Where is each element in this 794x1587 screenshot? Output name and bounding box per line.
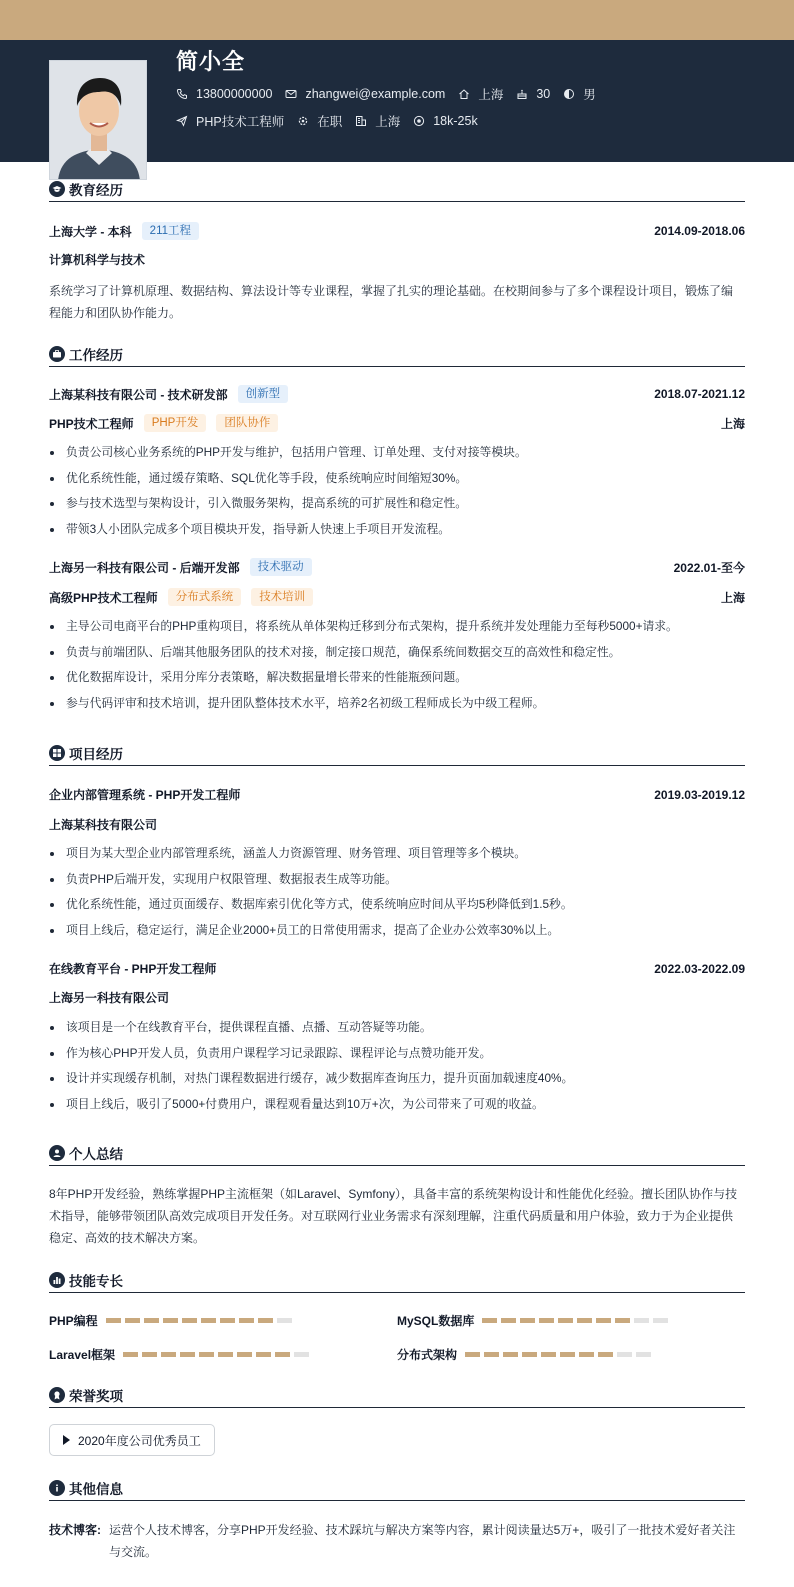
major: 计算机科学与技术 (49, 253, 146, 267)
skill-segment-filled (199, 1352, 214, 1357)
project-date: 2022.03-2022.09 (654, 961, 745, 976)
skill-segment-filled (163, 1318, 178, 1323)
skill-segment-filled (237, 1352, 252, 1357)
work-company-row (49, 385, 745, 403)
skill-segment-filled (577, 1318, 592, 1323)
skill-segment-filled (501, 1318, 516, 1323)
skill-level-bar (106, 1318, 296, 1323)
list-item: 带领3人小团队完成多个项目模块开发，指导新人快速上手项目开发流程。 (49, 517, 739, 543)
skill-segment-filled (482, 1318, 497, 1323)
skill-segment-empty (617, 1352, 632, 1357)
phone-icon (176, 88, 188, 100)
work-bullets (49, 614, 739, 716)
list-item: 项目上线后，吸引了5000+付费用户，课程观看量达到10万+次，为公司带来了可观的收益。 (49, 1092, 739, 1118)
skill-level-bar (482, 1318, 672, 1323)
project-row (49, 786, 745, 803)
skill-segment-filled (520, 1318, 535, 1323)
project-name: 在线教育平台 - PHP开发工程师 (49, 962, 217, 976)
project-date: 2019.03-2019.12 (654, 787, 745, 802)
grid-icon (49, 745, 65, 761)
bar-chart-icon (49, 1272, 65, 1288)
building-icon (355, 115, 367, 127)
education-row (49, 222, 745, 240)
skill-name: PHP编程 (49, 1314, 98, 1328)
work-position: 高级PHP技术工程师 (49, 590, 158, 605)
skill-segment-filled (598, 1352, 613, 1357)
section-summary-title: 个人总结 (49, 1140, 745, 1166)
skill-name: MySQL数据库 (397, 1314, 475, 1328)
salary-text: 18k-25k (433, 114, 478, 128)
age-item (516, 87, 550, 101)
skill-segment-filled (539, 1318, 554, 1323)
job-row (176, 112, 491, 130)
play-icon (63, 1435, 70, 1445)
project-name: 企业内部管理系统 - PHP开发工程师 (49, 788, 241, 802)
skill-segment-empty (653, 1318, 668, 1323)
skill-item (49, 1312, 296, 1329)
other-info-row (49, 1519, 745, 1563)
list-item: 负责与前端团队、后端其他服务团队的技术对接，制定接口规范，确保系统间数据交互的高效性和稳定性。 (49, 640, 739, 666)
candidate-name: 简小全 (176, 49, 246, 74)
skill-segment-filled (218, 1352, 233, 1357)
work-date: 2018.07-2021.12 (654, 387, 745, 401)
skill-segment-filled (256, 1352, 271, 1357)
work-position-row (49, 588, 745, 606)
education-date: 2014.09-2018.06 (654, 224, 745, 238)
skill-segment-empty (294, 1352, 309, 1357)
top-accent-bar (0, 0, 794, 40)
work-position-tag: 分布式系统 (168, 588, 242, 606)
work-company: 上海另一科技有限公司 - 后端开发部 (49, 560, 240, 575)
list-item: 作为核心PHP开发人员，负责用户课程学习记录跟踪、课程评论与点赞功能开发。 (49, 1041, 739, 1067)
skill-segment-filled (125, 1318, 140, 1323)
work-city-item (355, 112, 400, 130)
user-icon (49, 1145, 65, 1161)
work-company: 上海某科技有限公司 - 技术研发部 (49, 387, 228, 402)
list-item: 参与代码评审和技术培训，提升团队整体技术水平，培养2名初级工程师成长为中级工程师。 (49, 691, 739, 717)
section-education-title: 教育经历 (49, 176, 745, 202)
section-work-title: 工作经历 (49, 341, 745, 367)
work-position-tag: 团队协作 (216, 414, 278, 432)
work-position-tag: 技术培训 (251, 588, 313, 606)
skill-segment-empty (634, 1318, 649, 1323)
skill-segment-filled (484, 1352, 499, 1357)
city-text: 上海 (478, 88, 504, 102)
work-company-row (49, 558, 745, 576)
skill-segment-filled (275, 1352, 290, 1357)
award-text: 2020年度公司优秀员工 (78, 1433, 201, 1448)
gender-icon (563, 88, 575, 100)
skill-segment-filled (220, 1318, 235, 1323)
work-company-tag: 技术驱动 (250, 558, 312, 576)
skill-segment-filled (615, 1318, 630, 1323)
list-item: 项目为某大型企业内部管理系统，涵盖人力资源管理、财务管理、项目管理等多个模块。 (49, 841, 739, 867)
work-company-tag: 创新型 (238, 385, 289, 403)
list-item: 参与技术选型与架构设计，引入微服务架构，提高系统的可扩展性和稳定性。 (49, 491, 739, 517)
list-item: 优化系统性能，通过缓存策略、SQL优化等手段，使系统响应时间缩短30%。 (49, 466, 739, 492)
list-item: 主导公司电商平台的PHP重构项目，将系统从单体架构迁移到分布式架构，提升系统并发处理能力至每秒5000+请求。 (49, 614, 739, 640)
skill-segment-filled (161, 1352, 176, 1357)
work-location: 上海 (720, 590, 745, 605)
home-icon (458, 88, 470, 100)
skill-segment-filled (258, 1318, 273, 1323)
mail-icon (285, 88, 297, 100)
list-item: 项目上线后，稳定运行，满足企业2000+员工的日常使用需求，提高了企业办公效率30%以上。 (49, 918, 739, 944)
skill-segment-filled (144, 1318, 159, 1323)
job-title-item (176, 112, 284, 130)
other-value: 运营个人技术博客，分享PHP开发经验、技术踩坑与解决方案等内容，累计阅读量达5万+，吸引了一批技术爱好者关注与交流。 (109, 1523, 736, 1559)
section-awards-title: 荣誉奖项 (49, 1382, 745, 1408)
resume-header (0, 40, 794, 162)
skill-segment-filled (560, 1352, 575, 1357)
project-company: 上海某科技有限公司 (49, 818, 158, 832)
status-icon (297, 115, 309, 127)
major-row (49, 251, 745, 268)
skill-segment-empty (636, 1352, 651, 1357)
school-tag: 211工程 (142, 222, 199, 240)
list-item: 优化系统性能，通过页面缓存、数据库索引优化等方式，使系统响应时间从平均5秒降低到1.5秒。 (49, 892, 739, 918)
job-title-text: PHP技术工程师 (196, 115, 285, 129)
skill-segment-filled (182, 1318, 197, 1323)
skill-item (397, 1312, 672, 1329)
skill-level-bar (123, 1352, 313, 1357)
status-item (297, 112, 342, 130)
email-item (285, 87, 445, 101)
project-company-row (49, 816, 745, 833)
send-icon (176, 115, 188, 127)
skill-segment-filled (123, 1352, 138, 1357)
section-project-title: 项目经历 (49, 740, 745, 766)
status-text: 在职 (317, 115, 343, 129)
list-item: 优化数据库设计，采用分库分表策略，解决数据量增长带来的性能瓶颈问题。 (49, 665, 739, 691)
skill-item (49, 1346, 313, 1363)
skill-segment-filled (201, 1318, 216, 1323)
graduation-cap-icon (49, 181, 65, 197)
skill-segment-filled (558, 1318, 573, 1323)
work-position-row (49, 414, 745, 432)
work-bullets (49, 440, 739, 542)
contact-row (176, 85, 609, 103)
salary-item (413, 114, 477, 128)
skill-segment-filled (106, 1318, 121, 1323)
skill-segment-filled (596, 1318, 611, 1323)
info-icon (49, 1480, 65, 1496)
work-date: 2022.01-至今 (673, 560, 745, 575)
project-company: 上海另一科技有限公司 (49, 991, 170, 1005)
skill-segment-filled (180, 1352, 195, 1357)
summary-text: 8年PHP开发经验，熟练掌握PHP主流框架（如Laravel、Symfony），具备丰富的系统架构设计和性能优化经验。擅长团队协作与技术指导，能够带领团队高效完成项目开发任务。对互联网行业业务需求有深刻理解，注重代码质量和用户体验，致力于为企业提供稳定、高效的技术解决方案。 (49, 1187, 738, 1245)
project-company-row (49, 989, 745, 1006)
work-location: 上海 (720, 416, 745, 431)
list-item: 负责PHP后端开发，实现用户权限管理、数据报表生成等功能。 (49, 867, 739, 893)
city-item (458, 85, 503, 103)
award-icon (49, 1387, 65, 1403)
project-row (49, 960, 745, 977)
work-position-tag: PHP开发 (144, 414, 207, 432)
skill-segment-filled (239, 1318, 254, 1323)
section-other-title: 其他信息 (49, 1475, 745, 1501)
work-city-text: 上海 (375, 115, 401, 129)
list-item: 设计并实现缓存机制，对热门课程数据进行缓存，减少数据库查询压力，提升页面加载速度40%。 (49, 1066, 739, 1092)
avatar (49, 60, 147, 180)
skill-item (397, 1346, 655, 1363)
skill-level-bar (465, 1352, 655, 1357)
coin-icon (413, 115, 425, 127)
work-position: PHP技术工程师 (49, 416, 134, 431)
list-item: 负责公司核心业务系统的PHP开发与维护，包括用户管理、订单处理、支付对接等模块。 (49, 440, 739, 466)
other-label: 技术博客: (49, 1523, 101, 1537)
cake-icon (516, 88, 528, 100)
skill-segment-filled (579, 1352, 594, 1357)
phone-text: 13800000000 (196, 87, 273, 101)
project-bullets (49, 841, 739, 943)
section-skills-title: 技能专长 (49, 1267, 745, 1293)
award-item (49, 1424, 215, 1456)
skill-segment-empty (277, 1318, 292, 1323)
school-name: 上海大学 - 本科 (49, 224, 132, 239)
gender-text: 男 (583, 88, 596, 102)
education-description: 系统学习了计算机原理、数据结构、算法设计等专业课程，掌握了扎实的理论基础。在校期间参与了多个课程设计项目，锻炼了编程能力和团队协作能力。 (49, 284, 734, 320)
skill-segment-filled (522, 1352, 537, 1357)
gender-item (563, 85, 596, 103)
briefcase-icon (49, 346, 65, 362)
phone-item (176, 87, 272, 101)
skill-segment-filled (465, 1352, 480, 1357)
skill-name: Laravel框架 (49, 1348, 116, 1362)
skill-segment-filled (541, 1352, 556, 1357)
skill-name: 分布式架构 (397, 1348, 458, 1362)
list-item: 该项目是一个在线教育平台，提供课程直播、点播、互动答疑等功能。 (49, 1015, 739, 1041)
age-text: 30 (536, 87, 551, 101)
skill-segment-filled (503, 1352, 518, 1357)
email-text: zhangwei@example.com (305, 87, 446, 101)
project-bullets (49, 1015, 739, 1117)
skill-segment-filled (142, 1352, 157, 1357)
